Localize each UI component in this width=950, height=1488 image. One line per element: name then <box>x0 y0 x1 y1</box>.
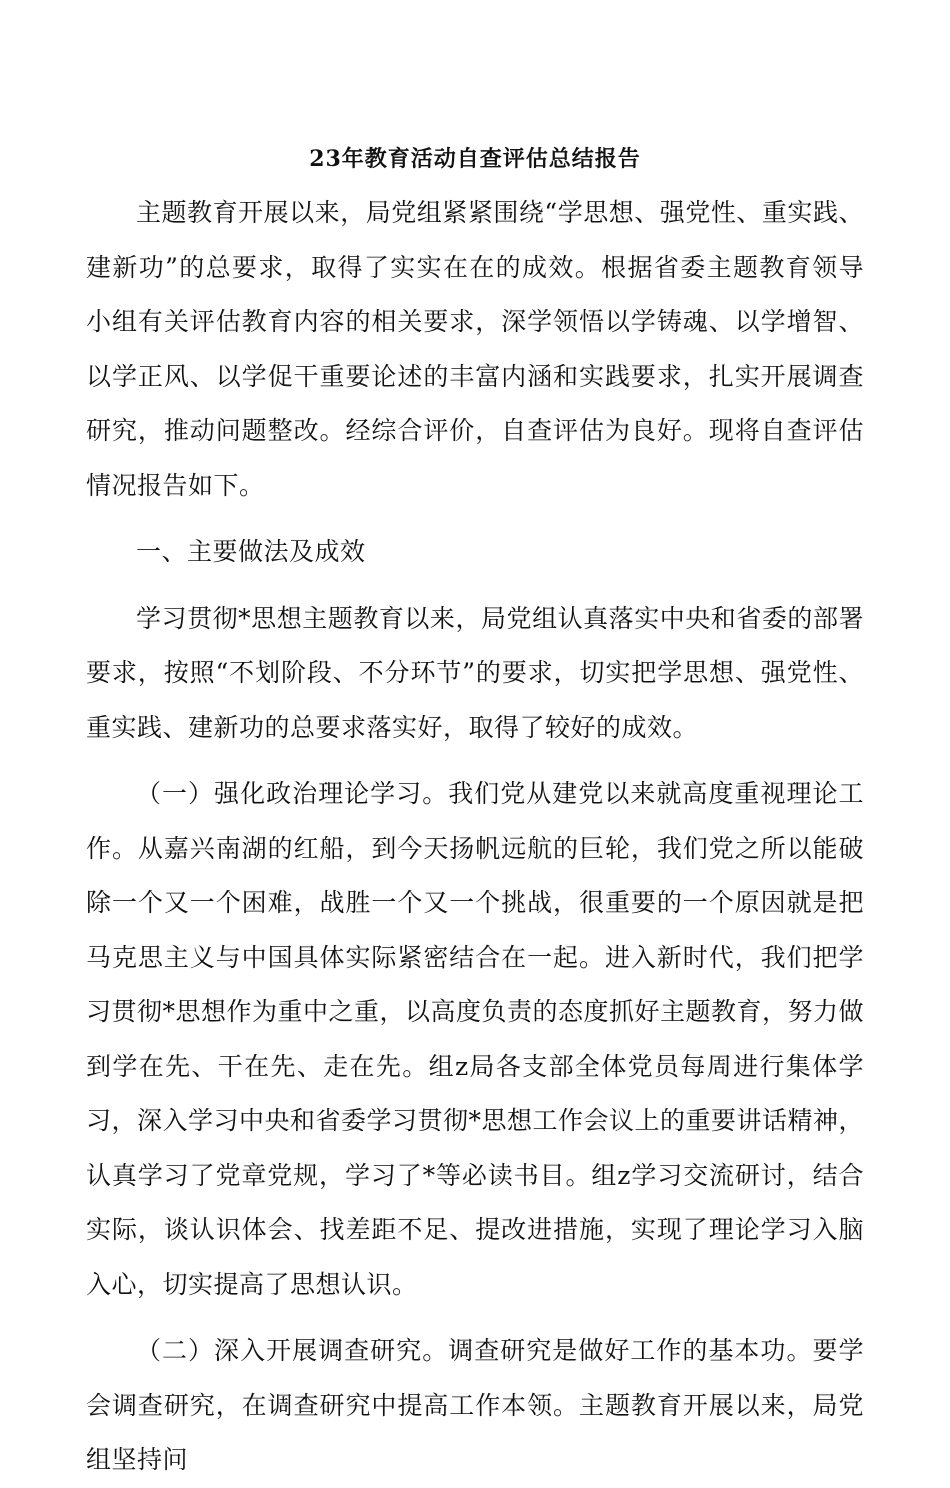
intro-paragraph: 主题教育开展以来，局党组紧紧围绕“学思想、强党性、重实践、建新功”的总要求，取得了实实在在的成效。根据省委主题教育领导小组有关评估教育内容的相关要求，深学领悟以学铸魂、以学增智、以学正风、以学促干重要论述的丰富内涵和实践要求，扎实开展调查研究，推动问题整改。经综合评价，自查评估为良好。现将自查评估情况报告如下。 <box>86 198 864 500</box>
body-paragraph-2: （一）强化政治理论学习。我们党从建党以来就高度重视理论工作。从嘉兴南湖的红船，到今天扬帆远航的巨轮，我们党之所以能破除一个又一个困难，战胜一个又一个挑战，很重要的一个原因就是把马克思主义与中国具体实际紧密结合在一起。进入新时代，我们把学习贯彻*思想作为重中之重，以高度负责的态度抓好主题教育，努力做到学在先、干在先、走在先。组z局各支部全体党员每周进行集体学习，深入学习中央和省委学习贯彻*思想工作会议上的重要讲话精神，认真学习了党章党规，学习了*等必读书目。组z学习交流研讨，结合实际，谈认识体会、找差距不足、提改进措施，实现了理论学习入脑入心，切实提高了思想认识。 <box>86 779 865 1299</box>
section-heading: 一、主要做法及成效 <box>136 537 366 566</box>
document-body <box>86 138 864 1488</box>
document-title: 23年教育活动自查评估总结报告 <box>309 146 641 172</box>
body-paragraph-3: （二）深入开展调查研究。调查研究是做好工作的基本功。要学会调查研究，在调查研究中提高工作本领。主题教育开展以来，局党组坚持问 <box>86 1336 864 1474</box>
body-paragraph-1: 学习贯彻*思想主题教育以来，局党组认真落实中央和省委的部署要求，按照“不划阶段、不分环节”的要求，切实把学思想、强党性、重实践、建新功的总要求落实好，取得了较好的成效。 <box>86 603 864 742</box>
